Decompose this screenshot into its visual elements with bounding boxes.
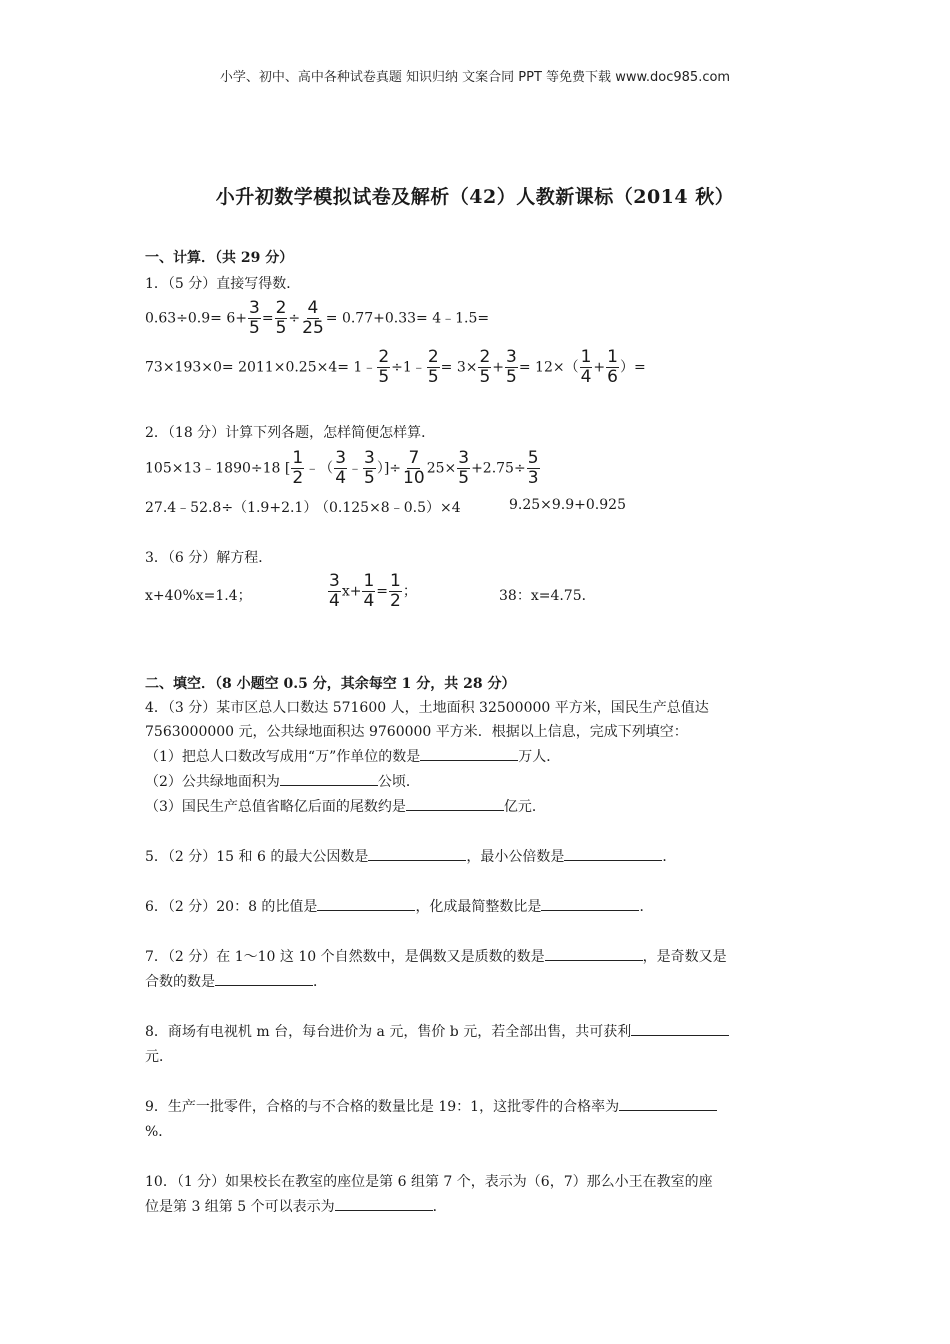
q4-line1: 4．（3 分）某市区总人口数达 571600 人，土地面积 32500000 平方米，国民生产总值达 [145, 700, 709, 716]
q7-line2: 合数的数是 ． [145, 971, 327, 991]
q6: 6．（2 分）20：8 的比值是 ，化成最简整数比是 ． [145, 896, 653, 916]
fraction: $\frac{2}{5}$ [275, 298, 287, 338]
q8-line1: 8．商场有电视机 m 台，每台进价为 a 元，售价 b 元，若全部出售，共可获利 [145, 1021, 729, 1041]
fraction: $\frac{3}{5}$ [506, 347, 517, 387]
q1-row1-a: 0.63÷0.9= 6+ [145, 310, 247, 327]
q8-line2: 元． [145, 1049, 173, 1065]
answer-blank[interactable] [406, 796, 504, 811]
section1-heading: 一、计算．（共 29 分） [145, 250, 294, 266]
q2-row2-b: （0.125×8﹣0.5）×4 [315, 500, 461, 516]
answer-blank[interactable] [420, 746, 518, 761]
fraction: $\frac{1}{4}$ [363, 571, 375, 611]
q4-line2: 7563000000 元，公共绿地面积达 9760000 平方米．根据以上信息，完成下列填空： [145, 724, 688, 740]
fraction: $\frac{3}{4}$ [329, 571, 340, 611]
q4-sub3: （3）国民生产总值省略亿后面的尾数约是 亿元． [145, 796, 546, 816]
q5: 5．（2 分）15 和 6 的最大公因数是 ，最小公倍数是 ． [145, 846, 676, 866]
fraction: $\frac{2}{5}$ [378, 347, 390, 387]
q9-line2: %． [145, 1124, 173, 1140]
answer-blank[interactable] [541, 896, 639, 911]
fraction: $\frac{7}{10}$ [403, 448, 425, 488]
fraction: $\frac{1}{4}$ [580, 347, 592, 387]
q1-row1-b: = 0.77+0.33= 4﹣1.5= [325, 310, 490, 327]
q2-row2-c: 9.25×9.9+0.925 [509, 497, 626, 513]
q4-sub1: （1）把总人口数改写成用“万”作单位的数是 万人． [145, 746, 560, 766]
fraction: $\frac{3}{4}$ [335, 448, 347, 488]
q3-text: 3．（6 分）解方程． [145, 550, 273, 566]
q1-row1: 0.63÷0.9= 6+ $\frac{3}{5}$ = $\frac{2}{5}$ ÷ $\frac{4}{25}$ = 0.77+0.33= 4﹣1.5= [145, 298, 490, 338]
fraction: $\frac{3}{5}$ [249, 298, 260, 338]
q7-line1: 7．（2 分）在 1～10 这 10 个自然数中，是偶数又是质数的数是 ，是奇数又是 [145, 946, 727, 966]
fraction: $\frac{1}{2}$ [292, 448, 304, 488]
page-header: 小学、初中、高中各种试卷真题 知识归纳 文案合同 PPT 等免费下载 www.doc985.com [219, 70, 731, 85]
q1-row2: 73×193×0= 2011×0.25×4= 1﹣ $\frac{2}{5}$ ÷1﹣ $\frac{2}{5}$ = 3× $\frac{2}{5}$ + $\frac{3}{5}$ = 12×（ $\frac{1}{4}$ + $\frac{1}{6}$ ）= [145, 347, 646, 387]
q1-text: 1．（5 分）直接写得数． [145, 276, 301, 292]
fraction: $\frac{1}{2}$ [390, 571, 401, 611]
answer-blank[interactable] [215, 971, 313, 986]
fraction: $\frac{3}{5}$ [364, 448, 375, 488]
q10-line1: 10．（1 分）如果校长在教室的座位是第 6 组第 7 个，表示为（6，7）那么小王在教室的座 [145, 1174, 713, 1190]
fraction: $\frac{4}{25}$ [302, 298, 324, 338]
fraction: $\frac{2}{5}$ [479, 347, 491, 387]
q2-row1: 105×13﹣1890÷18 [ $\frac{1}{2}$ ﹣（ $\frac{3}{4}$ ﹣ $\frac{3}{5}$ ）]÷ $\frac{7}{10}$ 25× $\frac{3}{5}$ +2.75÷ $\frac{5}{3}$ [145, 448, 539, 488]
q9-line1: 9．生产一批零件，合格的与不合格的数量比是 19：1，这批零件的合格率为 [145, 1096, 717, 1116]
q10-line2: 位是第 3 组第 5 个可以表示为 ． [145, 1196, 447, 1216]
q2-row2-a: 27.4﹣52.8÷（1.9+2.1） [145, 500, 318, 516]
fraction: $\frac{1}{6}$ [607, 347, 618, 387]
answer-blank[interactable] [545, 946, 643, 961]
fraction: $\frac{5}{3}$ [527, 448, 539, 488]
answer-blank[interactable] [335, 1196, 433, 1211]
q3-eq1: x+40%x=1.4； [145, 588, 252, 604]
answer-blank[interactable] [280, 771, 378, 786]
q3-eq2: $\frac{3}{4}$ x+ $\frac{1}{4}$ = $\frac{1}{2}$ ； [329, 571, 417, 611]
fraction: $\frac{2}{5}$ [427, 347, 439, 387]
answer-blank[interactable] [631, 1021, 729, 1036]
fraction: $\frac{3}{5}$ [458, 448, 470, 488]
section2-heading: 二、填空．（8 小题空 0.5 分，其余每空 1 分，共 28 分） [145, 676, 516, 692]
q2-text: 2．（18 分）计算下列各题，怎样简便怎样算． [145, 425, 436, 441]
answer-blank[interactable] [619, 1096, 717, 1111]
answer-blank[interactable] [564, 846, 662, 861]
exam-title: 小升初数学模拟试卷及解析（42）人教新课标（2014 秋） [215, 186, 735, 208]
q4-sub2: （2）公共绿地面积为 公顷． [145, 771, 420, 791]
q3-eq3: 38：x=4.75． [499, 588, 596, 604]
answer-blank[interactable] [368, 846, 466, 861]
answer-blank[interactable] [317, 896, 415, 911]
